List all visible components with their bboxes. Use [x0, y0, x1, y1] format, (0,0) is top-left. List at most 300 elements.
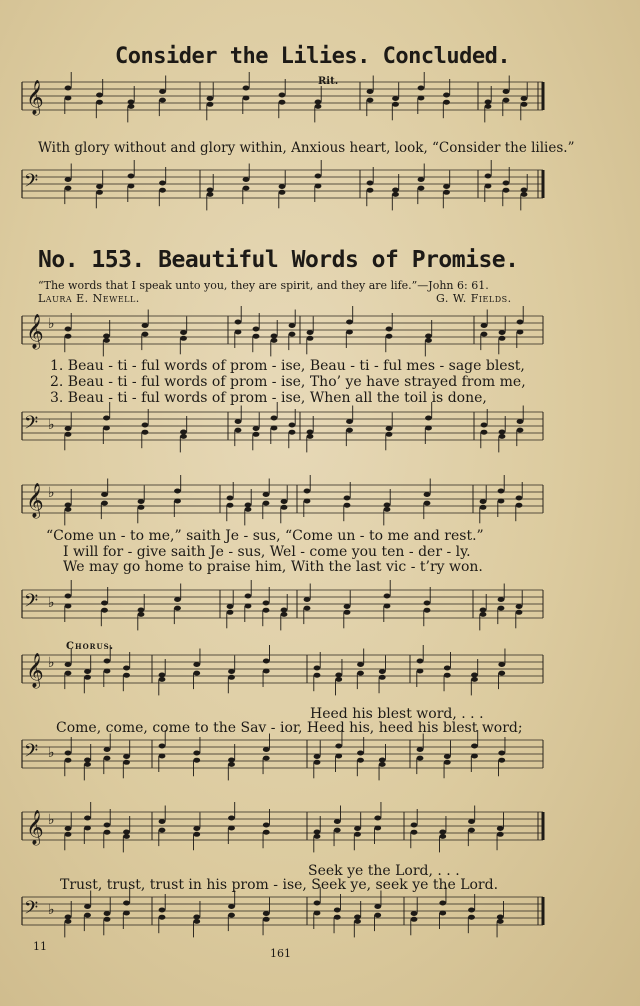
notehead	[253, 327, 260, 332]
notehead	[346, 419, 353, 424]
notehead	[103, 334, 110, 339]
notehead	[386, 426, 393, 431]
notehead	[344, 604, 351, 609]
notehead	[468, 915, 475, 920]
notehead	[485, 174, 492, 179]
notehead	[65, 507, 72, 512]
notehead	[263, 501, 270, 506]
notehead	[439, 901, 446, 906]
notehead	[334, 915, 341, 920]
notehead	[101, 601, 108, 606]
notehead	[123, 911, 130, 916]
notehead	[84, 669, 91, 674]
notehead	[65, 662, 72, 667]
notehead	[307, 330, 314, 335]
notehead	[180, 434, 187, 439]
flat-sign: ♭	[48, 812, 55, 828]
notehead	[84, 762, 91, 767]
notehead	[417, 756, 424, 761]
notehead	[346, 330, 353, 335]
bass-clef: 𝄢	[24, 591, 39, 616]
notehead	[516, 604, 523, 609]
notehead	[516, 503, 523, 508]
notehead	[444, 666, 451, 671]
notehead	[417, 669, 424, 674]
hymn-title: No. 153. Beautiful Words of Promise.	[38, 247, 519, 273]
notehead	[84, 826, 91, 831]
page-title: Consider the Lilies. Concluded.	[115, 44, 511, 69]
notehead	[279, 190, 286, 195]
notehead	[367, 89, 374, 94]
notehead	[96, 190, 103, 195]
notehead	[417, 747, 424, 752]
verse-1-line-b: “Come un - to me,” saith Je - sus, “Come un - to me and rest.”	[46, 528, 484, 544]
notehead	[335, 677, 342, 682]
notehead	[65, 671, 72, 676]
notehead	[485, 104, 492, 109]
notehead	[159, 673, 166, 678]
notehead	[418, 86, 425, 91]
notehead	[128, 184, 135, 189]
notehead	[180, 330, 187, 335]
notehead	[104, 917, 111, 922]
notehead	[263, 823, 270, 828]
notehead	[281, 612, 288, 617]
notehead	[517, 428, 524, 433]
notehead	[417, 659, 424, 664]
notehead	[103, 416, 110, 421]
notehead	[424, 608, 431, 613]
notehead	[497, 919, 504, 924]
notehead	[159, 828, 166, 833]
notehead	[207, 188, 214, 193]
notehead	[104, 669, 111, 674]
notehead	[334, 908, 341, 913]
notehead	[65, 604, 72, 609]
notehead	[207, 192, 214, 197]
notehead	[193, 826, 200, 831]
notehead	[344, 610, 351, 615]
notehead	[335, 744, 342, 749]
notehead	[481, 430, 488, 435]
notehead	[263, 669, 270, 674]
notehead	[357, 758, 364, 763]
notehead	[84, 758, 91, 763]
signature-mark: 11	[33, 940, 47, 953]
notehead	[392, 102, 399, 107]
notehead	[499, 336, 506, 341]
notehead	[65, 915, 72, 920]
notehead	[279, 100, 286, 105]
bass-clef: 𝄢	[24, 413, 39, 438]
notehead	[281, 608, 288, 613]
notehead	[314, 834, 321, 839]
notehead	[384, 507, 391, 512]
notehead	[174, 606, 181, 611]
flat-sign: ♭	[48, 485, 55, 501]
notehead	[101, 492, 108, 497]
notehead	[439, 830, 446, 835]
notehead	[65, 334, 72, 339]
notehead	[314, 754, 321, 759]
notehead	[344, 503, 351, 508]
notehead	[235, 428, 242, 433]
notehead	[243, 186, 250, 191]
flat-sign: ♭	[48, 902, 55, 918]
notehead	[243, 177, 250, 182]
notehead	[315, 104, 322, 109]
notehead	[159, 915, 166, 920]
notehead	[367, 181, 374, 186]
notehead	[271, 338, 278, 343]
notehead	[499, 430, 506, 435]
notehead	[65, 826, 72, 831]
notehead	[304, 597, 311, 602]
notehead	[357, 751, 364, 756]
notehead	[101, 608, 108, 613]
notehead	[379, 669, 386, 674]
notehead	[485, 184, 492, 189]
notehead	[123, 830, 130, 835]
notehead	[497, 826, 504, 831]
notehead	[335, 754, 342, 759]
notehead	[425, 334, 432, 339]
notehead	[281, 505, 288, 510]
notehead	[424, 501, 431, 506]
notehead	[480, 505, 487, 510]
tempo-mark: Rit.	[318, 76, 339, 87]
notehead	[103, 426, 110, 431]
notehead	[315, 174, 322, 179]
notehead	[193, 751, 200, 756]
notehead	[84, 816, 91, 821]
notehead	[354, 919, 361, 924]
notehead	[411, 830, 418, 835]
notehead	[128, 104, 135, 109]
notehead	[443, 93, 450, 98]
notehead	[159, 908, 166, 913]
notehead	[386, 334, 393, 339]
notehead	[481, 423, 488, 428]
notehead	[411, 823, 418, 828]
notehead	[65, 426, 72, 431]
notehead	[279, 93, 286, 98]
notehead	[471, 673, 478, 678]
notehead	[159, 98, 166, 103]
notehead	[228, 669, 235, 674]
notehead	[444, 760, 451, 765]
notehead	[228, 816, 235, 821]
notehead	[65, 503, 72, 508]
notehead	[357, 671, 364, 676]
notehead	[379, 675, 386, 680]
notehead	[142, 332, 149, 337]
notehead	[354, 832, 361, 837]
notehead	[104, 756, 111, 761]
notehead	[65, 751, 72, 756]
notehead	[289, 332, 296, 337]
lyric-line: With glory without and glory within, Anxious heart, look, “Consider the lilies.”	[38, 140, 575, 156]
composer-credit: G. W. Fields.	[436, 292, 512, 305]
notehead	[392, 96, 399, 101]
notehead	[84, 675, 91, 680]
notehead	[253, 432, 260, 437]
notehead	[271, 334, 278, 339]
notehead	[443, 184, 450, 189]
notehead	[314, 666, 321, 671]
notehead	[516, 496, 523, 501]
notehead	[498, 662, 505, 667]
notehead	[521, 188, 528, 193]
notehead	[374, 904, 381, 909]
notehead	[65, 594, 72, 599]
notehead	[101, 501, 108, 506]
notehead	[227, 604, 234, 609]
verse-3-line-b: We may go home to praise him, With the last vic - t’ry won.	[63, 559, 483, 575]
notehead	[503, 188, 510, 193]
notehead	[193, 758, 200, 763]
notehead	[207, 102, 214, 107]
notehead	[335, 673, 342, 678]
notehead	[307, 336, 314, 341]
bass-clef: 𝄢	[24, 741, 39, 766]
notehead	[263, 747, 270, 752]
notehead	[289, 323, 296, 328]
treble-clef: 𝄞	[26, 314, 44, 349]
notehead	[96, 184, 103, 189]
notehead	[411, 917, 418, 922]
notehead	[263, 601, 270, 606]
notehead	[245, 604, 252, 609]
notehead	[159, 188, 166, 193]
notehead	[142, 430, 149, 435]
notehead	[499, 330, 506, 335]
notehead	[471, 677, 478, 682]
notehead	[471, 744, 478, 749]
notehead	[84, 913, 91, 918]
notehead	[227, 610, 234, 615]
notehead	[271, 416, 278, 421]
notehead	[65, 96, 72, 101]
notehead	[379, 758, 386, 763]
notehead	[516, 610, 523, 615]
notehead	[315, 184, 322, 189]
notehead	[503, 98, 510, 103]
notehead	[468, 908, 475, 913]
notehead	[228, 913, 235, 918]
treble-clef: 𝄞	[26, 80, 44, 115]
notehead	[138, 612, 145, 617]
notehead	[228, 762, 235, 767]
notehead	[304, 606, 311, 611]
notehead	[174, 597, 181, 602]
treble-clef: 𝄞	[26, 810, 44, 845]
notehead	[281, 499, 288, 504]
notehead	[235, 419, 242, 424]
notehead	[424, 601, 431, 606]
notehead	[228, 826, 235, 831]
notehead	[499, 434, 506, 439]
notehead	[104, 747, 111, 752]
epigraph: “The words that I speak unto you, they are spirit, and they are life.”—John 6: 61.	[38, 279, 489, 292]
notehead	[65, 919, 72, 924]
notehead	[503, 89, 510, 94]
notehead	[193, 671, 200, 676]
chorus-b-alto-lyric: Seek ye the Lord, . . .	[308, 863, 460, 879]
chorus-a-alto-lyric: Heed his blest word, . . .	[310, 706, 484, 722]
notehead	[346, 320, 353, 325]
notehead	[344, 496, 351, 501]
notehead	[193, 832, 200, 837]
notehead	[354, 915, 361, 920]
bass-clef: 𝄢	[24, 171, 39, 196]
notehead	[243, 86, 250, 91]
notehead	[444, 673, 451, 678]
notehead	[245, 503, 252, 508]
notehead	[193, 915, 200, 920]
notehead	[307, 430, 314, 435]
notehead	[243, 96, 250, 101]
notehead	[207, 96, 214, 101]
notehead	[96, 93, 103, 98]
notehead	[159, 819, 166, 824]
notehead	[228, 904, 235, 909]
notehead	[485, 100, 492, 105]
notehead	[498, 606, 505, 611]
notehead	[65, 832, 72, 837]
notehead	[439, 834, 446, 839]
page-number: 161	[270, 947, 291, 960]
notehead	[123, 901, 130, 906]
notehead	[123, 673, 130, 678]
notehead	[138, 499, 145, 504]
treble-clef: 𝄞	[26, 653, 44, 688]
notehead	[227, 496, 234, 501]
notehead	[84, 904, 91, 909]
notehead	[228, 675, 235, 680]
notehead	[263, 659, 270, 664]
notehead	[159, 677, 166, 682]
notes	[65, 72, 528, 937]
notehead	[374, 826, 381, 831]
notehead	[425, 416, 432, 421]
notehead	[334, 828, 341, 833]
notehead	[180, 336, 187, 341]
notehead	[142, 323, 149, 328]
notehead	[263, 492, 270, 497]
notehead	[498, 758, 505, 763]
notehead	[289, 423, 296, 428]
notehead	[418, 177, 425, 182]
notehead	[444, 754, 451, 759]
verse-2-line-a: 2. Beau - ti - ful words of prom - ise, Tho’ ye have strayed from me,	[50, 374, 526, 390]
notehead	[159, 89, 166, 94]
notehead	[468, 828, 475, 833]
notehead	[271, 426, 278, 431]
notehead	[497, 915, 504, 920]
notehead	[314, 911, 321, 916]
notehead	[503, 181, 510, 186]
verse-3-line-a: 3. Beau - ti - ful words of prom - ise, When all the toil is done,	[50, 390, 487, 406]
notehead	[498, 489, 505, 494]
notehead	[425, 338, 432, 343]
notehead	[354, 826, 361, 831]
notehead	[411, 911, 418, 916]
notehead	[128, 100, 135, 105]
notehead	[103, 338, 110, 343]
notehead	[104, 659, 111, 664]
notehead	[65, 432, 72, 437]
notehead	[253, 426, 260, 431]
notehead	[384, 604, 391, 609]
notehead	[123, 666, 130, 671]
notehead	[279, 184, 286, 189]
notehead	[138, 505, 145, 510]
notehead	[468, 819, 475, 824]
notehead	[235, 320, 242, 325]
notehead	[386, 327, 393, 332]
chorus-a-bass-lyric: Come, come, come to the Sav - ior, Heed his, heed his blest word;	[56, 720, 523, 736]
notehead	[481, 332, 488, 337]
notehead	[263, 917, 270, 922]
notehead	[480, 608, 487, 613]
notehead	[65, 327, 72, 332]
notehead	[314, 673, 321, 678]
notehead	[304, 499, 311, 504]
notehead	[174, 499, 181, 504]
notehead	[392, 188, 399, 193]
verse-2-line-b: I will for - give saith Je - sus, Wel - come you ten - der - ly.	[63, 544, 471, 560]
bass-clef: 𝄢	[24, 898, 39, 923]
notehead	[104, 823, 111, 828]
notehead	[228, 758, 235, 763]
notehead	[104, 830, 111, 835]
notehead	[498, 671, 505, 676]
notehead	[392, 192, 399, 197]
notehead	[374, 913, 381, 918]
notehead	[180, 430, 187, 435]
notehead	[159, 754, 166, 759]
notehead	[443, 190, 450, 195]
notehead	[517, 320, 524, 325]
notehead	[245, 594, 252, 599]
notehead	[263, 756, 270, 761]
notehead	[498, 499, 505, 504]
notehead	[367, 188, 374, 193]
notehead	[263, 911, 270, 916]
notehead	[128, 174, 135, 179]
notehead	[123, 834, 130, 839]
notehead	[314, 901, 321, 906]
notehead	[418, 186, 425, 191]
chorus-label: Chorus.	[66, 641, 115, 652]
notehead	[159, 744, 166, 749]
notehead	[498, 597, 505, 602]
notehead	[424, 492, 431, 497]
notehead	[367, 98, 374, 103]
notehead	[425, 426, 432, 431]
notehead	[379, 762, 386, 767]
notehead	[314, 760, 321, 765]
notehead	[65, 86, 72, 91]
flat-sign: ♭	[48, 655, 55, 671]
notehead	[235, 330, 242, 335]
notehead	[418, 96, 425, 101]
notehead	[174, 489, 181, 494]
notehead	[314, 830, 321, 835]
flat-sign: ♭	[48, 316, 55, 332]
notehead	[334, 819, 341, 824]
